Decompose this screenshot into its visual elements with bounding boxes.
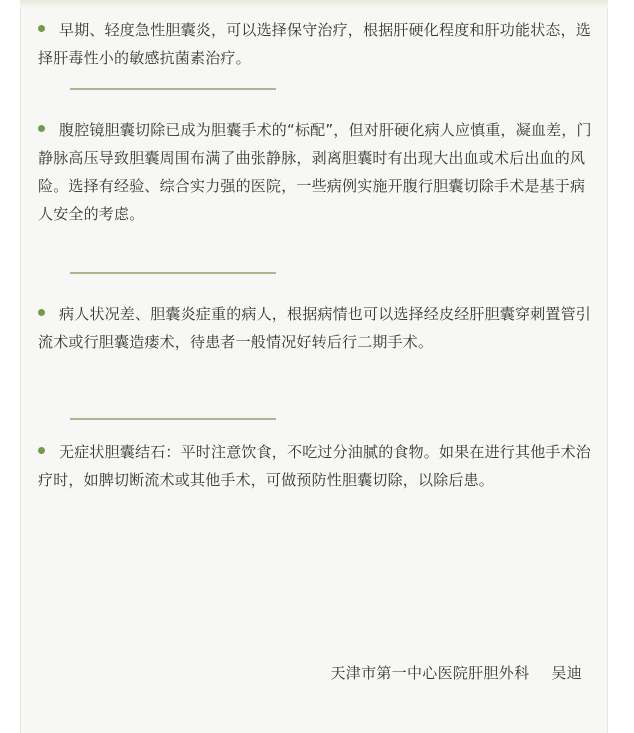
divider bbox=[70, 272, 276, 274]
bullet-icon bbox=[38, 447, 45, 454]
item-text: 无症状胆囊结石：平时注意饮食，不吃过分油腻的食物。如果在进行其他手术治疗时，如脾切断流术或其他手术，可做预防性胆囊切除，以除后患。 bbox=[38, 443, 592, 489]
item-conservative-treatment bbox=[38, 16, 600, 72]
item-text: 腹腔镜胆囊切除已成为胆囊手术的“标配”，但对肝硬化病人应慎重，凝血差，门静脉高压导致胆囊周围布满了曲张静脉，剥离胆囊时有出现大出血或术后出血的风险。选择有经验、综合实力强的医院，一些病例实施开腹行胆囊切除手术是基于病人安全的考虑。 bbox=[38, 121, 592, 223]
bullet-icon bbox=[38, 309, 45, 316]
bullet-icon bbox=[38, 125, 45, 132]
divider bbox=[70, 418, 276, 420]
item-text: 病人状况差、胆囊炎症重的病人，根据病情也可以选择经皮经肝胆囊穿刺置管引流术或行胆囊造瘘术，待患者一般情况好转后行二期手术。 bbox=[38, 305, 592, 351]
content-panel bbox=[20, 0, 608, 733]
bullet-icon bbox=[38, 25, 45, 32]
top-strip bbox=[20, 0, 608, 8]
item-drainage bbox=[38, 300, 600, 356]
divider bbox=[70, 88, 276, 90]
item-text: 早期、轻度急性胆囊炎，可以选择保守治疗，根据肝硬化程度和肝功能状态，选择肝毒性小的敏感抗菌素治疗。 bbox=[38, 21, 592, 67]
signature-department: 天津市第一中心医院肝胆外科 bbox=[330, 664, 530, 682]
item-laparoscopic-surgery bbox=[38, 116, 600, 228]
signature bbox=[330, 662, 582, 683]
signature-author: 吴迪 bbox=[551, 664, 582, 682]
item-asymptomatic-stones bbox=[38, 438, 600, 494]
